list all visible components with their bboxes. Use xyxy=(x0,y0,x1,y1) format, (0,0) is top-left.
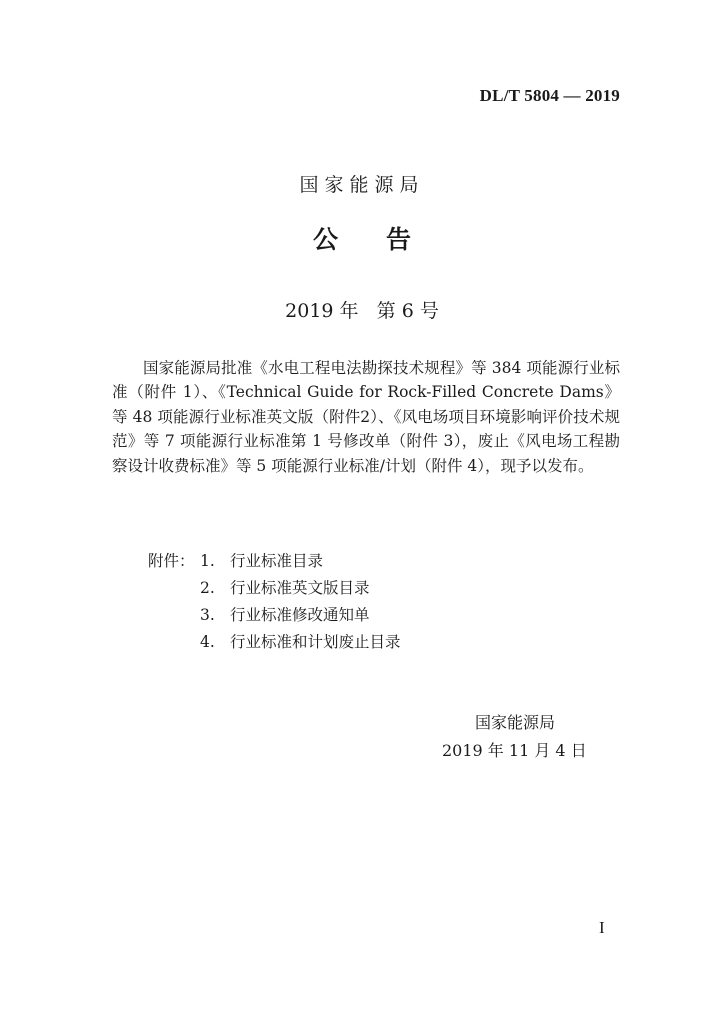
attachment-title: 行业标准英文版目录 xyxy=(230,579,370,597)
attachment-number: 4. xyxy=(200,633,215,651)
notice-body: 国家能源局批准《水电工程电法勘探技术规程》等 384 项能源行业标准（附件 1）、《Technical Guide for Rock-Filled Concrete Dams》等 48 项能源行业标准英文版（附件2）、《风电场项目环境影响评价技术规范》等 7 项能源行业标准第 1 号修改单（附件 3），废止《风电场工程勘察设计收费标准》等 5 项能源行业标准/计划（附件 4），现予以发布。 xyxy=(112,359,620,475)
signature-date: 2019 年 11 月 4 日 xyxy=(442,741,587,760)
attachments-label: 附件： xyxy=(148,552,195,570)
issuer-heading: 国家能源局 xyxy=(299,174,425,196)
attachments-list xyxy=(148,548,548,656)
attachment-item xyxy=(148,629,548,656)
attachment-item xyxy=(148,602,548,629)
attachment-number: 1. xyxy=(200,552,215,570)
document-code: DL/T 5804 — 2019 xyxy=(479,86,620,105)
page-number: I xyxy=(599,918,605,937)
attachment-indent xyxy=(148,602,200,629)
notice-title: 公告 xyxy=(312,225,459,254)
attachment-indent xyxy=(148,629,200,656)
notice-number: 2019 年 第 6 号 xyxy=(285,300,439,322)
attachment-title: 行业标准和计划废止目录 xyxy=(230,633,401,651)
attachment-item xyxy=(148,575,548,602)
attachment-number: 3. xyxy=(200,606,215,624)
attachment-number: 2. xyxy=(200,579,215,597)
attachment-title: 行业标准修改通知单 xyxy=(230,606,370,624)
attachment-item xyxy=(148,548,548,575)
attachment-title: 行业标准目录 xyxy=(230,552,324,570)
attachment-indent xyxy=(148,575,200,602)
signature-org: 国家能源局 xyxy=(475,713,556,732)
